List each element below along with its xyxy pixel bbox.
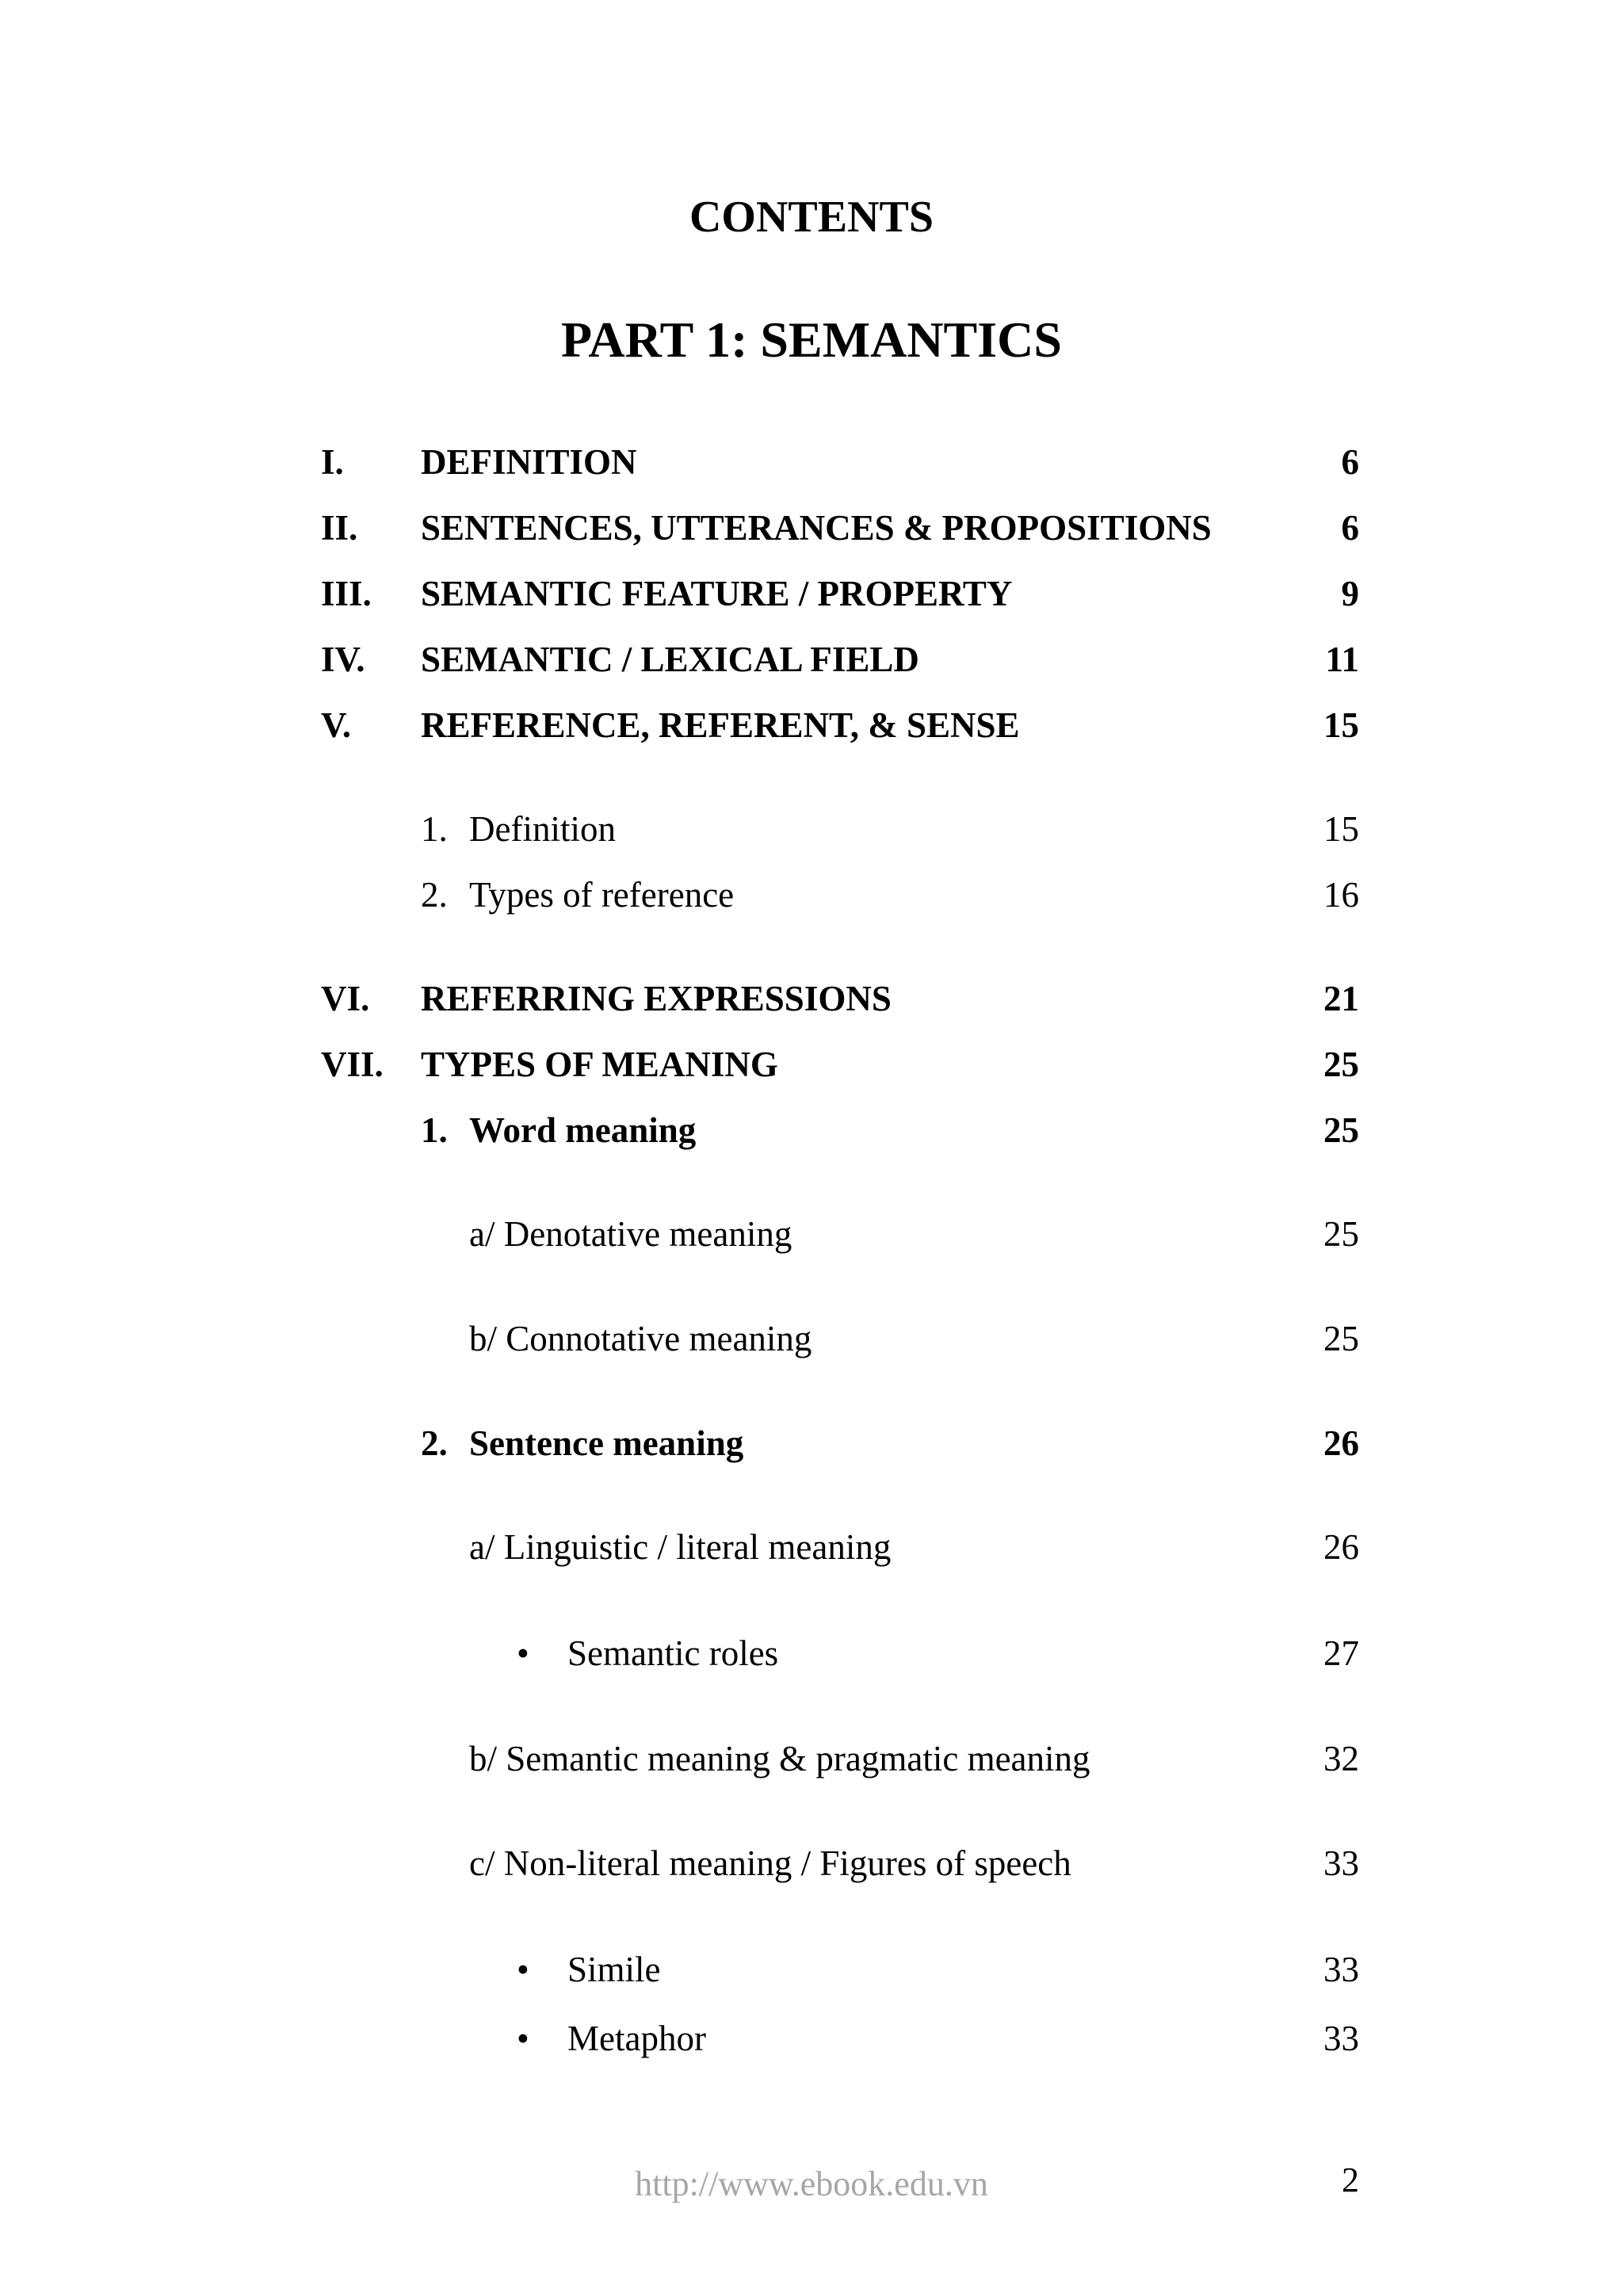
footer-url: http://www.ebook.edu.vn bbox=[635, 2164, 988, 2203]
toc-entry-number: VI. bbox=[321, 979, 370, 1018]
toc-entry-label: SENTENCES, UTTERANCES & PROPOSITIONS bbox=[421, 508, 1212, 548]
toc-entry-page: 26 bbox=[1323, 1423, 1359, 1463]
toc-entry-label: b/ Semantic meaning & pragmatic meaning bbox=[469, 1739, 1090, 1778]
toc-entry-page: 15 bbox=[1323, 705, 1359, 745]
toc-entry-label: REFERRING EXPRESSIONS bbox=[421, 979, 892, 1018]
toc-entry-label: Simile bbox=[567, 1950, 661, 1989]
toc-entry-page: 25 bbox=[1323, 1045, 1359, 1084]
toc-entry-page: 6 bbox=[1341, 508, 1359, 548]
toc-entry-label: Types of reference bbox=[469, 875, 735, 915]
toc-entry-number: III. bbox=[321, 574, 372, 613]
toc-entry-semantic-pragmatic-meaning bbox=[0, 1735, 1623, 1782]
toc-entry-label: REFERENCE, REFERENT, & SENSE bbox=[421, 705, 1020, 745]
toc-entry-label: TYPES OF MEANING bbox=[421, 1045, 778, 1084]
toc-entry-label: b/ Connotative meaning bbox=[469, 1319, 812, 1358]
toc-entry-number: V. bbox=[321, 705, 351, 745]
toc-entry-label: Semantic roles bbox=[567, 1633, 779, 1673]
part-title: PART 1: SEMANTICS bbox=[561, 311, 1062, 368]
toc-entry-types-of-meaning bbox=[0, 1041, 1623, 1088]
toc-entry-label: Sentence meaning bbox=[469, 1423, 744, 1463]
toc-entry-label: SEMANTIC FEATURE / PROPERTY bbox=[421, 574, 1013, 613]
toc-entry-page: 33 bbox=[1323, 1843, 1359, 1883]
toc-entry-number: 1. bbox=[421, 1110, 448, 1150]
toc-entry-metaphor bbox=[0, 2015, 1623, 2062]
bullet-icon: • bbox=[517, 1633, 529, 1673]
toc-entry-sentences-utterances-propositions bbox=[0, 504, 1623, 552]
toc-entry-page: 26 bbox=[1323, 1527, 1359, 1567]
toc-entry-page: 27 bbox=[1323, 1633, 1359, 1673]
bullet-icon: • bbox=[517, 2019, 529, 2058]
bullet-icon: • bbox=[517, 1950, 529, 1989]
toc-entry-page: 16 bbox=[1323, 875, 1359, 915]
footer-page-number: 2 bbox=[1342, 2160, 1359, 2199]
toc-entry-label: a/ Denotative meaning bbox=[469, 1214, 792, 1254]
toc-entry-label: DEFINITION bbox=[421, 442, 637, 482]
toc-entry-connotative-meaning bbox=[0, 1315, 1623, 1362]
toc-entry-number: 1. bbox=[421, 809, 448, 849]
toc-entry-number: II. bbox=[321, 508, 358, 548]
toc-entry-label: a/ Linguistic / literal meaning bbox=[469, 1527, 892, 1567]
toc-entry-page: 6 bbox=[1341, 442, 1359, 482]
toc-entry-semantic-feature-property bbox=[0, 570, 1623, 617]
toc-entry-label: Word meaning bbox=[469, 1110, 697, 1150]
toc-entry-number: IV. bbox=[321, 640, 365, 679]
toc-entry-simile bbox=[0, 1946, 1623, 1993]
toc-entry-semantic-roles bbox=[0, 1629, 1623, 1677]
toc-entry-page: 33 bbox=[1323, 2019, 1359, 2058]
toc-entry-number: VII. bbox=[321, 1045, 384, 1084]
toc-entry-page: 21 bbox=[1323, 979, 1359, 1018]
toc-entry-non-literal-meaning bbox=[0, 1839, 1623, 1887]
toc-entry-page: 25 bbox=[1323, 1110, 1359, 1150]
toc-entry-definition-sub bbox=[0, 805, 1623, 853]
toc-entry-referring-expressions bbox=[0, 975, 1623, 1022]
toc-entry-label: c/ Non-literal meaning / Figures of speech bbox=[469, 1843, 1071, 1883]
toc-entry-word-meaning bbox=[0, 1106, 1623, 1154]
toc-entry-denotative-meaning bbox=[0, 1210, 1623, 1258]
toc-entry-label: SEMANTIC / LEXICAL FIELD bbox=[421, 640, 919, 679]
toc-entry-page: 32 bbox=[1323, 1739, 1359, 1778]
toc-entry-label: Metaphor bbox=[567, 2019, 706, 2058]
toc-entry-sentence-meaning bbox=[0, 1419, 1623, 1467]
toc-entry-number: 2. bbox=[421, 1423, 448, 1463]
toc-entry-page: 33 bbox=[1323, 1950, 1359, 1989]
toc-entry-page: 15 bbox=[1323, 809, 1359, 849]
toc-entry-number: I. bbox=[321, 442, 344, 482]
toc-entry-number: 2. bbox=[421, 875, 448, 915]
toc-entry-types-of-reference bbox=[0, 871, 1623, 919]
toc-entry-linguistic-literal-meaning bbox=[0, 1523, 1623, 1571]
toc-entry-definition bbox=[0, 438, 1623, 486]
contents-title: CONTENTS bbox=[689, 193, 934, 242]
toc-entry-label: Definition bbox=[469, 809, 616, 849]
toc-entry-page: 11 bbox=[1325, 640, 1359, 679]
toc-entry-page: 25 bbox=[1323, 1214, 1359, 1254]
toc-entry-reference-referent-sense bbox=[0, 701, 1623, 749]
toc-entry-page: 9 bbox=[1341, 574, 1359, 613]
toc-entry-page: 25 bbox=[1323, 1319, 1359, 1358]
toc-entry-semantic-lexical-field bbox=[0, 636, 1623, 683]
